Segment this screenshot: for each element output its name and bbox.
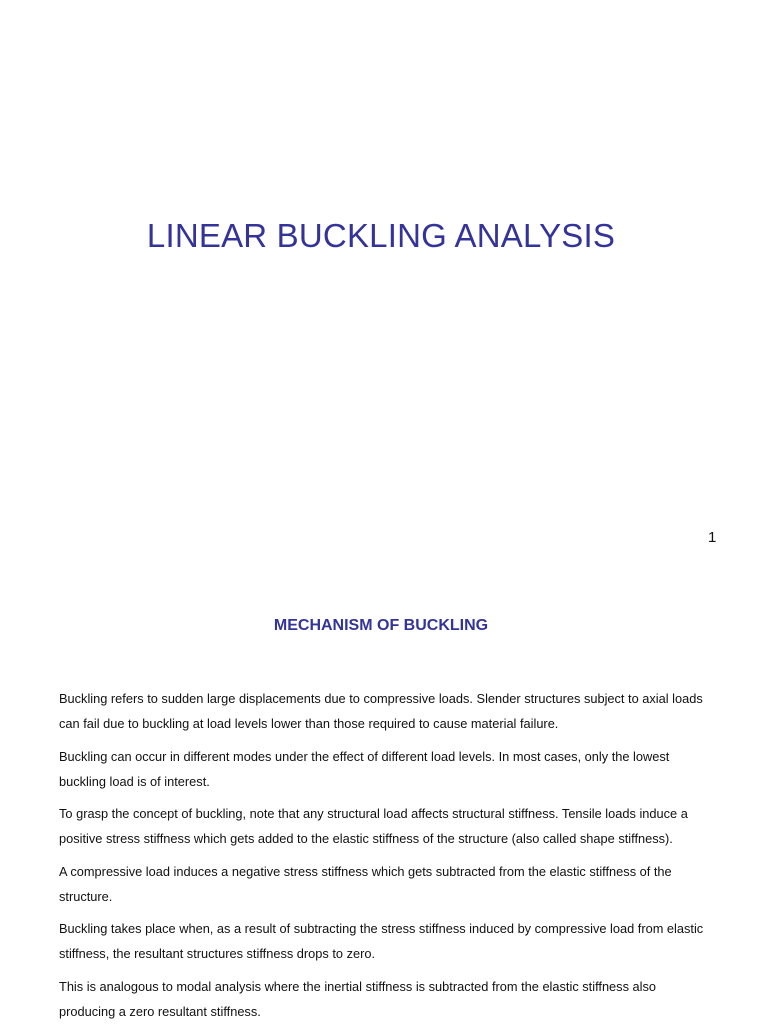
paragraph-buckling-condition: Buckling takes place when, as a result of subtracting the stress stiffness induced by compressive load from elastic stiffness, the resultant structures stiffness drops to zero. (59, 921, 704, 961)
slide-title: LINEAR BUCKLING ANALYSIS (146, 217, 616, 254)
paragraph-compressive-load: A compressive load induces a negative stress stiffness which gets subtracted from the elastic stiffness of the structure. (59, 863, 672, 904)
body-text (59, 686, 714, 1031)
paragraph-buckling-modes: Buckling can occur in different modes under the effect of different load levels. In most cases, only the lowest buckling load is of interest. (59, 748, 670, 789)
paragraph-buckling-definition: Buckling refers to sudden large displacements due to compressive loads. Slender structures subject to axial loads can fail due to buckling at load levels lower than those required to cause material failure. (59, 691, 703, 731)
section-heading: MECHANISM OF BUCKLING (273, 617, 489, 634)
paragraph-stress-stiffness: To grasp the concept of buckling, note that any structural load affects structural stiffness. Tensile loads induce a positive stress stiffness which gets added to the elastic stiffness of the structure (also called shape stiffness). (59, 806, 688, 846)
paragraph-modal-analogy: This is analogous to modal analysis where the inertial stiffness is subtracted from the elastic stiffness also producing a zero resultant stiffness. (59, 978, 657, 1019)
page-number: 1 (708, 529, 717, 546)
